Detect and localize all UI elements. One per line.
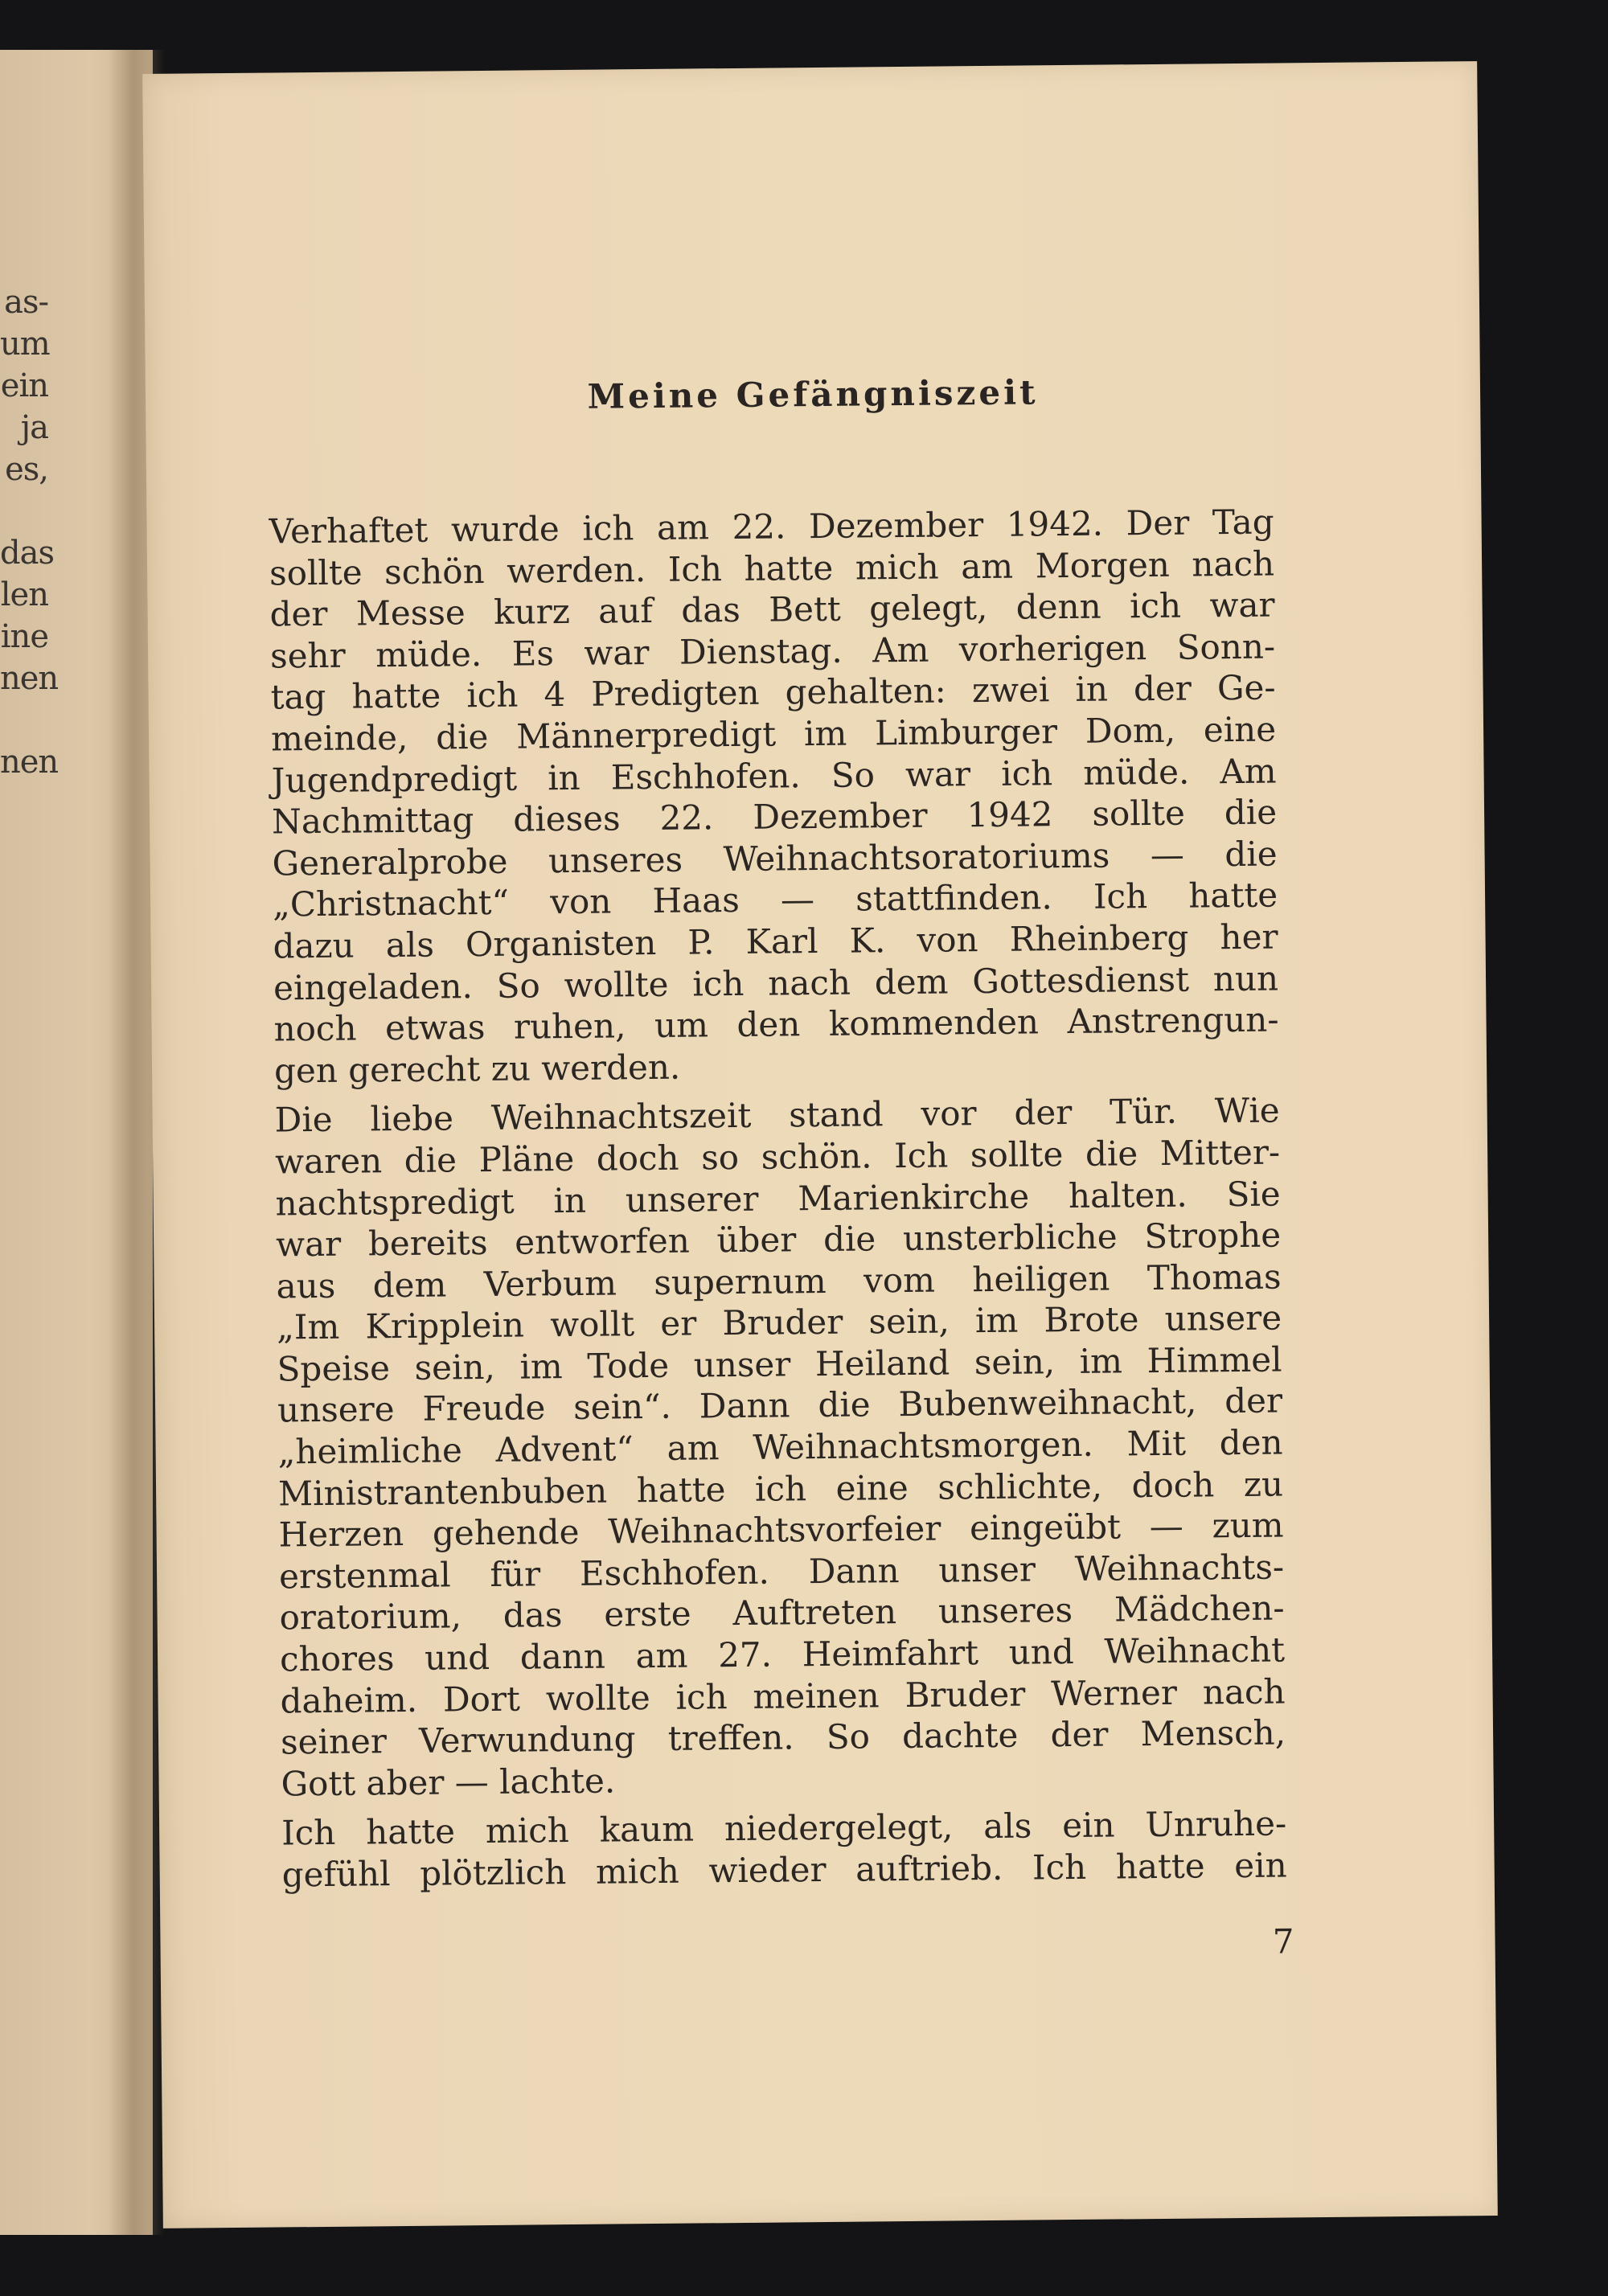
paragraph: [281, 1803, 1287, 1896]
text-line: noch etwas ruhen, um den kommenden Anstrengun-: [273, 999, 1279, 1049]
text-line: sehr müde. Es war Dienstag. Am vorherigen Sonn-: [269, 626, 1276, 676]
text-line: unsere Freude sein“. Dann die Bubenweihnacht, der: [277, 1380, 1283, 1430]
text-line: daheim. Dort wollte ich meinen Bruder Werner nach: [280, 1671, 1286, 1721]
text-line: nachtspredigt in unserer Marienkirche halten. Sie: [275, 1174, 1281, 1224]
previous-page-fragments: [0, 281, 59, 783]
book-page: [142, 61, 1498, 2228]
text-line: aus dem Verbum supernum vom heiligen Thomas: [276, 1257, 1282, 1306]
text-line: seiner Verwundung treffen. So dachte der Mensch,: [280, 1712, 1286, 1762]
text-line: Verhaftet wurde ich am 22. Dezember 1942. Der Tag: [269, 502, 1274, 551]
text-line: meinde, die Männerpredigt im Limburger Dom, eine: [270, 709, 1277, 759]
fragment-line: nen: [0, 660, 59, 697]
text-line: Ministrantenbuben hatte ich eine schlichte, doch zu: [277, 1464, 1284, 1514]
page-number: 7: [1272, 1921, 1294, 1962]
text-line: oratorium, das erste Auftreten unseres Mädchen-: [279, 1588, 1285, 1638]
fragment-line: [0, 490, 48, 532]
text-line: gen gerecht zu werden.: [273, 1047, 681, 1091]
text-line: Speise sein, im Tode unser Heiland sein, im Himmel: [277, 1339, 1282, 1389]
text-line: Ich hatte mich kaum niedergelegt, als ein Unruhe-: [281, 1803, 1287, 1853]
paragraph: [274, 1090, 1286, 1805]
text-line: Gott aber — lachte.: [281, 1761, 616, 1804]
text-line: waren die Pläne doch so schön. Ich sollte die Mitter-: [274, 1132, 1281, 1182]
body-text: [269, 502, 1286, 1896]
text-line: gefühl plötzlich mich wieder auftrieb. Ich hatte ein: [281, 1845, 1287, 1895]
text-line: Nachmittag dieses 22. Dezember 1942 sollte die: [271, 792, 1278, 842]
fragment-line: das: [0, 535, 54, 572]
text-line: „heimliche Advent“ am Weihnachtsmorgen. Mit den: [277, 1422, 1283, 1472]
paragraph: [269, 502, 1279, 1092]
text-line: eingeladen. So wollte ich nach dem Gottesdienst nun: [273, 958, 1279, 1008]
fragment-line: es,: [5, 451, 48, 488]
text-line: Jugendpredigt in Eschhofen. So war ich müde. Am: [271, 751, 1277, 801]
text-line: „Christnacht“ von Haas — stattfinden. Ich hatte: [272, 875, 1278, 925]
fragment-line: ine: [0, 618, 48, 655]
text-line: sollte schön werden. Ich hatte mich am Morgen nach: [269, 543, 1275, 593]
text-line: tag hatte ich 4 Predigten gehalten: zwei in der Ge-: [270, 667, 1276, 717]
fragment-line: ein: [0, 367, 48, 404]
text-line: Die liebe Weihnachtszeit stand vor der Tür. Wie: [274, 1090, 1280, 1140]
text-line: Generalprobe unseres Weihnachtsoratoriums — die: [272, 834, 1278, 884]
text-line: dazu als Organisten P. Karl K. von Rheinberg her: [273, 916, 1278, 966]
fragment-line: len: [0, 576, 48, 613]
fragment-line: ja: [20, 409, 48, 446]
text-line: erstenmal für Eschhofen. Dann unser Weihnachts-: [278, 1547, 1285, 1597]
fragment-line: um: [0, 326, 50, 363]
text-line: der Messe kurz auf das Bett gelegt, denn ich war: [269, 584, 1275, 634]
text-line: war bereits entworfen über die unsterbliche Strophe: [275, 1215, 1282, 1265]
text-line: „Im Kripplein wollt er Bruder sein, im Brote unsere: [276, 1298, 1282, 1347]
fragment-line: [0, 699, 48, 741]
text-line: chores und dann am 27. Heimfahrt und Weihnacht: [279, 1630, 1286, 1679]
fragment-line: nen: [0, 744, 59, 781]
fragment-line: as-: [4, 284, 48, 321]
text-line: Herzen gehende Weihnachtsvorfeier eingeübt — zum: [278, 1505, 1284, 1555]
chapter-title: Meine Gefängniszeit: [587, 372, 1039, 416]
